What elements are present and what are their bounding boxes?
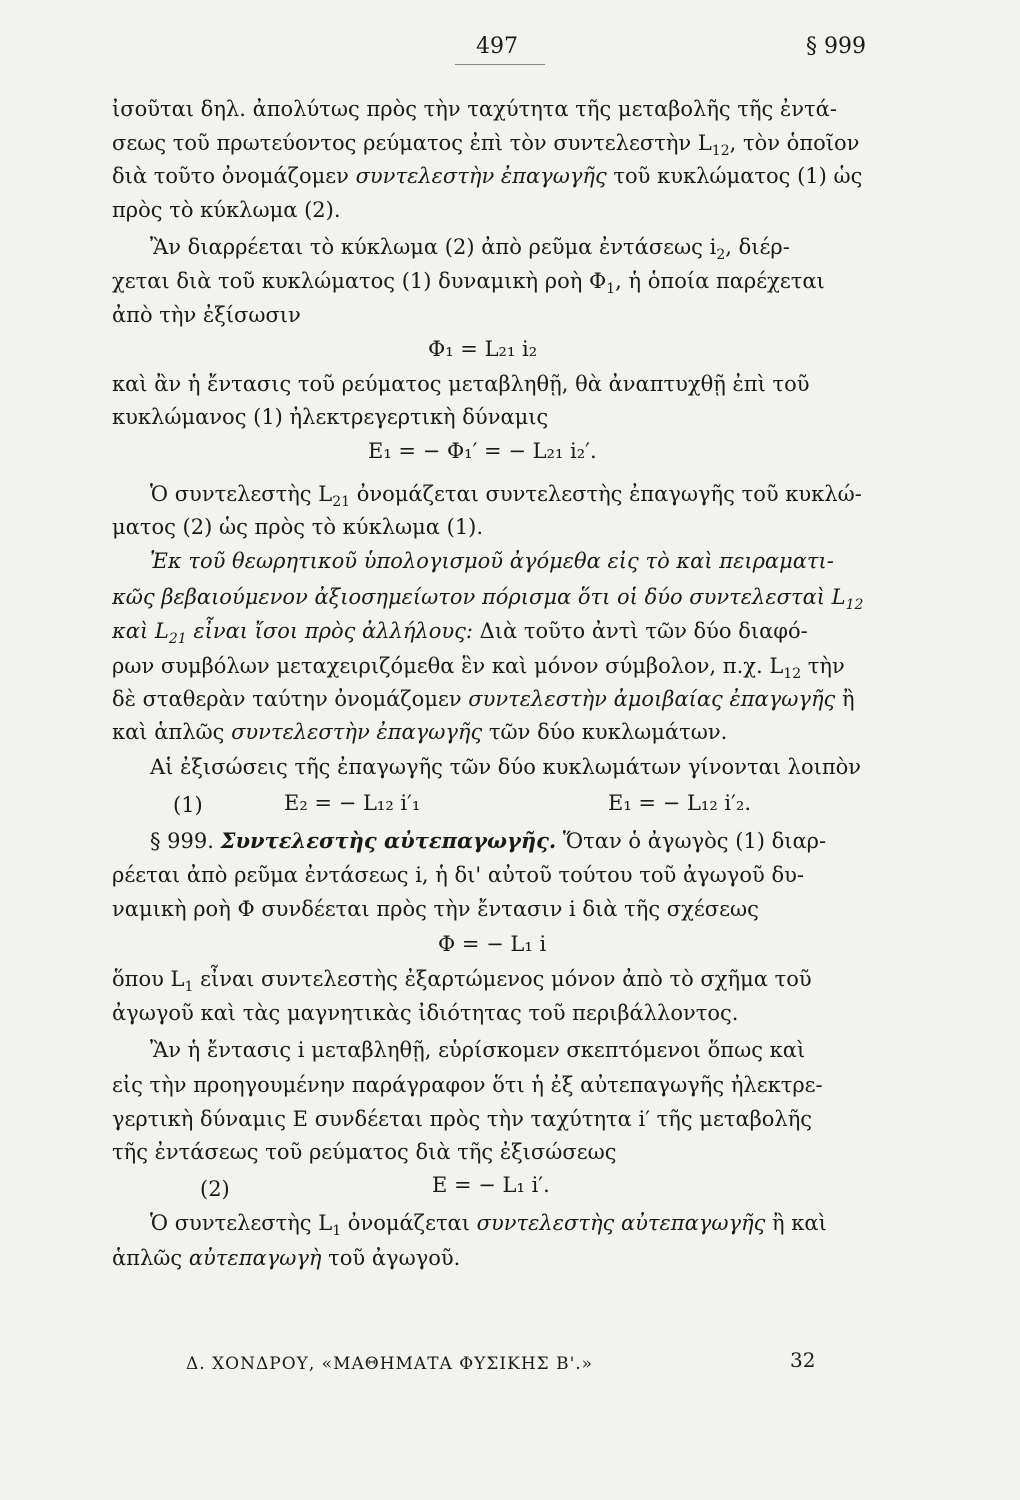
text-line: Ὁ συντελεστὴς $L_{21}$ ὀνομάζεται συντελεστὴς ἐπαγωγῆς τοῦ κυκλώ- bbox=[150, 482, 862, 510]
text-line: καὶ $L_{21}$ εἶναι ἴσοι πρὸς ἀλλήλους: Διὰ τοῦτο ἀντὶ τῶν δύο διαφό- bbox=[112, 619, 808, 647]
text-line: ρων συμβόλων μεταχειριζόμεθα ἓν καὶ μόνον σύμβολον, π.χ. $L_{12}$ τὴν bbox=[112, 654, 845, 682]
text-line: δὲ σταθερὰν ταύτην ὀνομάζομεν συντελεστὴν ἀμοιβαίας ἐπαγωγῆς ἢ bbox=[112, 687, 855, 711]
text-line: Ἂν ἡ ἔντασις i μεταβληθῇ, εὑρίσκομεν σκεπτόμενοι ὅπως καὶ bbox=[150, 1038, 806, 1062]
text-line: ἀγωγοῦ καὶ τὰς μαγνητικὰς ἰδιότητας τοῦ περιβάλλοντος. bbox=[112, 1001, 739, 1025]
equation-label-1: (1) bbox=[173, 793, 203, 817]
text-line: ματος (2) ὡς πρὸς τὸ κύκλωμα (1). bbox=[112, 515, 484, 539]
equation-label-2: (2) bbox=[200, 1177, 230, 1201]
text-line: πρὸς τὸ κύκλωμα (2). bbox=[112, 198, 341, 222]
text-line: εἰς τὴν προηγουμένην παράγραφον ὅτι ἡ ἐξ αὐτεπαγωγῆς ἠλεκτρε- bbox=[112, 1073, 823, 1097]
signature-mark: 32 bbox=[790, 1348, 816, 1372]
text-line: καὶ ἂν ἡ ἔντασις τοῦ ρεύματος μεταβληθῇ, θὰ ἀναπτυχθῇ ἐπὶ τοῦ bbox=[112, 372, 810, 396]
text-line: ναμικὴ ροὴ Φ συνδέεται πρὸς τὴν ἔντασιν i διὰ τῆς σχέσεως bbox=[112, 897, 759, 921]
text-line: γερτικὴ δύναμις E συνδέεται πρὸς τὴν ταχύτητα i′ τῆς μεταβολῆς bbox=[112, 1107, 813, 1131]
header-rule bbox=[455, 64, 545, 65]
page-number: 497 bbox=[476, 34, 518, 59]
text-line: καὶ ἁπλῶς συντελεστὴν ἐπαγωγῆς τῶν δύο κυκλωμάτων. bbox=[112, 720, 728, 744]
equation-e1: E₁ = − Φ₁′ = − L₂₁ i₂′. bbox=[368, 439, 597, 463]
text-line: ὅπου $L_1$ εἶναι συντελεστὴς ἐξαρτώμενος μόνον ἀπὸ τὸ σχῆμα τοῦ bbox=[112, 967, 812, 995]
text-line: Ὁ συντελεστὴς $L_1$ ὀνομάζεται συντελεστὴς αὐτεπαγωγῆς ἢ καὶ bbox=[150, 1211, 827, 1239]
section-heading: Συντελεστὴς αὐτεπαγωγῆς. bbox=[220, 828, 557, 853]
text-line: σεως τοῦ πρωτεύοντος ρεύματος ἐπὶ τὸν συντελεστὴν $L_{12}$, τὸν ὁποῖον bbox=[112, 131, 860, 159]
text-line: ἀπὸ τὴν ἐξίσωσιν bbox=[112, 303, 301, 327]
text-line: ἁπλῶς αὐτεπαγωγὴ τοῦ ἀγωγοῦ. bbox=[112, 1246, 461, 1270]
text-line: Αἱ ἐξισώσεις τῆς ἐπαγωγῆς τῶν δύο κυκλωμάτων γίνονται λοιπὸν bbox=[150, 755, 862, 779]
equation-e: E = − L₁ i′. bbox=[432, 1173, 550, 1197]
equation-e1-mutual: E₁ = − L₁₂ i′₂. bbox=[608, 791, 752, 815]
equation-phi1: Φ₁ = L₂₁ i₂ bbox=[428, 337, 538, 361]
text-line: ἰσοῦται δηλ. ἀπολύτως πρὸς τὴν ταχύτητα τῆς μεταβολῆς τῆς ἐντά- bbox=[112, 97, 837, 121]
text-line: κυκλώμανος (1) ἠλεκτρεγερτικὴ δύναμις bbox=[112, 405, 549, 429]
text-line: Ἐκ τοῦ θεωρητικοῦ ὑπολογισμοῦ ἀγόμεθα εἰς τὸ καὶ πειραματι- bbox=[150, 549, 834, 573]
section-number: § 999 bbox=[806, 34, 866, 59]
text-line: Ἂν διαρρέεται τὸ κύκλωμα (2) ἀπὸ ρεῦμα ἐντάσεως $i_2$, διέρ- bbox=[150, 235, 790, 263]
equation-phi: Φ = − L₁ i bbox=[438, 932, 547, 956]
text-line: § 999. Συντελεστὴς αὐτεπαγωγῆς. Ὅταν ὁ ἀγωγὸς (1) διαρ- bbox=[150, 828, 827, 853]
text-line: ρέεται ἀπὸ ρεῦμα ἐντάσεως i, ἡ δι' αὐτοῦ τούτου τοῦ ἀγωγοῦ δυ- bbox=[112, 863, 804, 887]
text-line: τῆς ἐντάσεως τοῦ ρεύματος διὰ τῆς ἐξισώσεως bbox=[112, 1140, 617, 1164]
text-line: κῶς βεβαιούμενον ἀξιοσημείωτον πόρισμα ὅτι οἱ δύο συντελεσταὶ $L_{12}$ bbox=[112, 585, 864, 613]
text-line: διὰ τοῦτο ὀνομάζομεν συντελεστὴν ἐπαγωγῆς τοῦ κυκλώματος (1) ὡς bbox=[112, 164, 863, 188]
text-line: χεται διὰ τοῦ κυκλώματος (1) δυναμικὴ ροὴ $\Phi_1$, ἡ ὁποία παρέχεται bbox=[112, 269, 825, 297]
equation-e2: E₂ = − L₁₂ i′₁ bbox=[284, 791, 421, 815]
footer-title: Δ. ΧΟΝΔΡΟΥ, «ΜΑΘΗΜΑΤΑ ΦΥΣΙΚΗΣ Β'.» bbox=[186, 1354, 594, 1374]
